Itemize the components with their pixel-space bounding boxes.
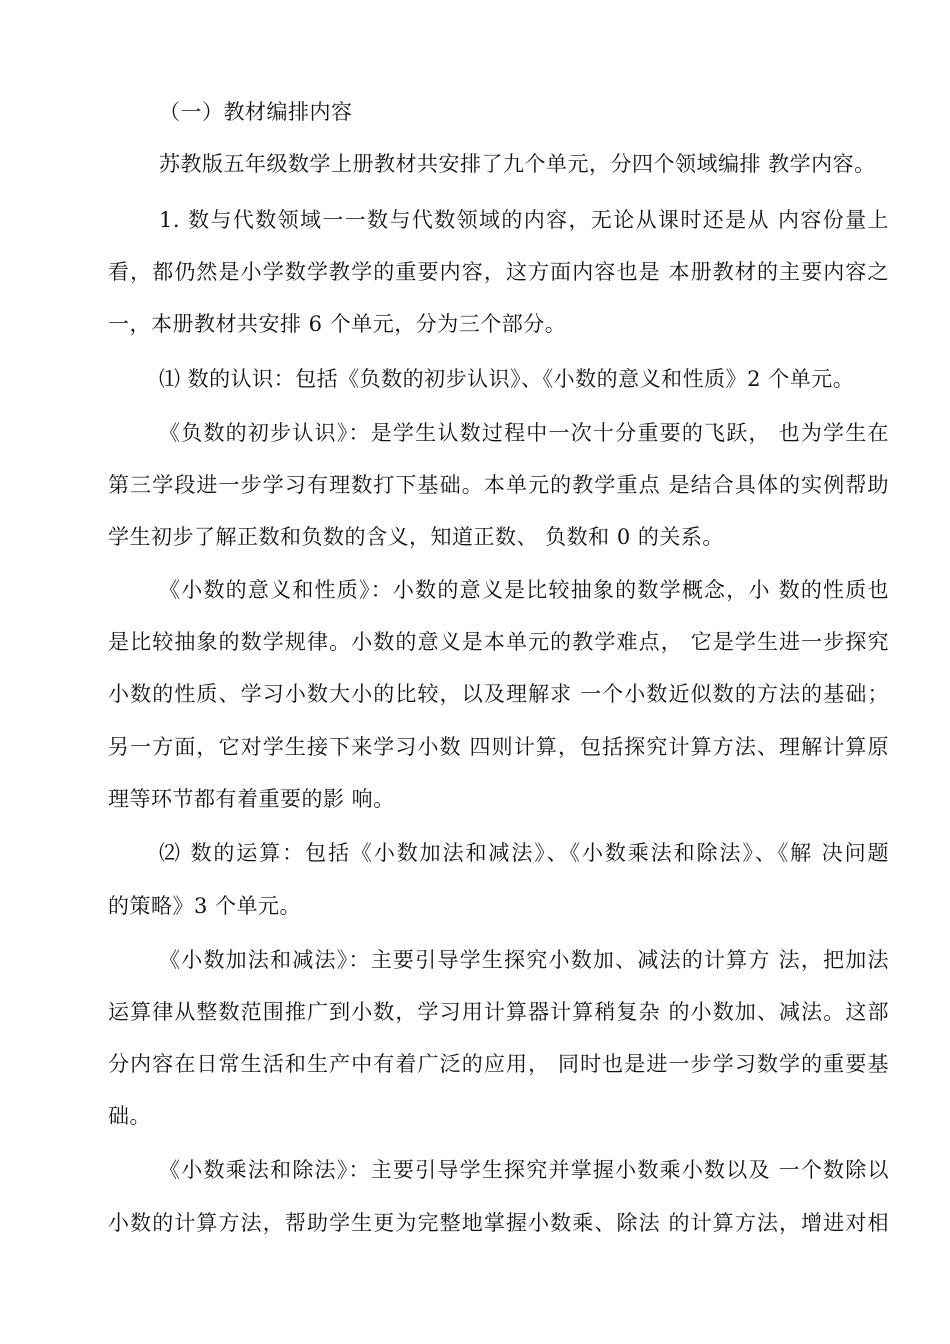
p1-line3: 一，本册教材共安排 6 个单元，分为三个部分。: [108, 312, 567, 336]
p5-line1: ⑵ 数的运算：包括《小数加法和减法》、《小数乘法和除法》、《解 决问题: [159, 841, 889, 865]
p4-line3: 小数的性质、学习小数大小的比较，以及理解求 一个小数近似数的方法的基础；: [108, 682, 889, 706]
p3-line1: 《负数的初步认识》：是学生认数过程中一次十分重要的飞跃， 也为学生在: [159, 421, 889, 445]
p7-line2: 小数的计算方法，帮助学生更为完整地掌握小数乘、除法 的计算方法，增进对相: [108, 1211, 889, 1235]
p6-line3: 分内容在日常生活和生产中有着广泛的应用， 同时也是进一步学习数学的重要基: [108, 1052, 889, 1076]
p4-line5: 理等环节都有着重要的影 响。: [108, 787, 395, 811]
p4-line2: 是比较抽象的数学规律。小数的意义是本单元的教学难点， 它是学生进一步探究: [108, 630, 889, 654]
p6-line1: 《小数加法和减法》：主要引导学生探究小数加、减法的计算方 法，把加法: [159, 948, 889, 972]
p2-line1: ⑴ 数的认识：包括《负数的初步认识》、《小数的意义和性质》2 个单元。: [159, 367, 855, 391]
p7-line1: 《小数乘法和除法》：主要引导学生探究并掌握小数乘小数以及 一个数除以: [159, 1158, 889, 1182]
intro-paragraph: 苏教版五年级数学上册教材共安排了九个单元，分四个领域编排 教学内容。: [159, 152, 876, 176]
section-title: （一）教材编排内容: [159, 100, 353, 124]
p4-line1: 《小数的意义和性质》：小数的意义是比较抽象的数学概念，小 数的性质也: [159, 578, 889, 602]
p5-line2: 的策略》3 个单元。: [108, 894, 302, 918]
p1-line2: 看，都仍然是小学数学教学的重要内容，这方面内容也是 本册教材的主要内容之: [108, 260, 889, 284]
p6-line2: 运算律从整数范围推广到小数，学习用计算器计算稍复杂 的小数加、减法。这部: [108, 1000, 889, 1024]
p1-line1: 1. 数与代数领域一一数与代数领域的内容，无论从课时还是从 内容份量上: [159, 208, 889, 232]
p4-line4: 另一方面，它对学生接下来学习小数 四则计算，包括探究计算方法、理解计算原: [108, 735, 889, 759]
p3-line2: 第三学段进一步学习有理数打下基础。本单元的教学重点 是结合具体的实例帮助: [108, 473, 889, 497]
p3-line3: 学生初步了解正数和负数的含义，知道正数、 负数和 0 的关系。: [108, 525, 724, 549]
p6-line4: 础。: [108, 1104, 151, 1128]
